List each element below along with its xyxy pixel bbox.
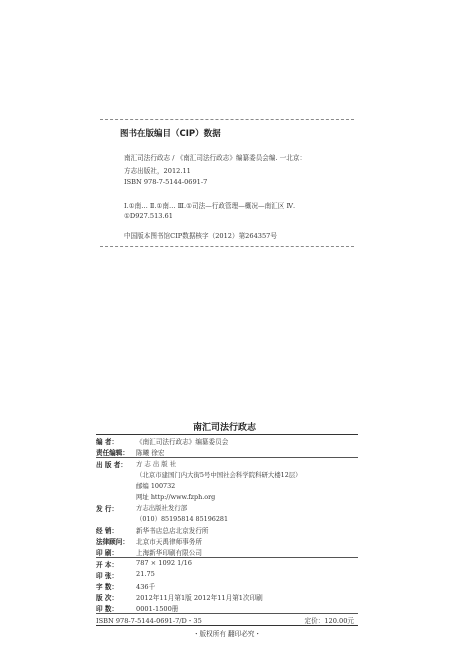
editor-value: 《南汇司法行政志》编纂委员会 [136,438,229,446]
row-legal-counsel [96,535,358,546]
format-value: 787 × 1092 1/16 [136,559,192,567]
printer-value: 上海新华印刷有限公司 [136,549,202,557]
row-sheets [96,569,358,580]
responsible-editor-label: 责任编辑： [96,449,129,457]
publisher-postcode: 邮编 100732 [136,482,176,490]
cip-line-4: Ⅰ.①南… Ⅱ.①南… Ⅲ.①司法—行政管理—概况—南汇区 Ⅳ. [124,202,296,210]
cip-line-5: ①D927.513.61 [124,212,173,220]
cip-line-1: 南汇司法行政志 / 《南汇司法行政志》编纂委员会编. 一北京： [124,154,307,162]
legal-counsel-label: 法律顾问： [96,538,129,546]
cip-line-6: 中国版本图书馆CIP数据核字（2012）第264357号 [124,232,277,240]
responsible-editor-value: 陈曦 徐宏 [136,449,165,457]
cip-line-2: 方志出版社，2012.11 [124,167,191,175]
copyright-notice: ・版权所有 翻印必究・ [192,630,262,638]
sheets-label: 印 张： [96,572,119,580]
row-edition [96,591,358,602]
word-count-value: 436千 [136,583,156,591]
row-sales [96,524,358,535]
cip-line-3: ISBN 978-7-5144-0691-7 [124,178,208,186]
publisher-website: 网址 http://www.fzph.org [136,493,216,501]
cip-heading: 图书在版编目（CIP）数据 [120,129,221,139]
print-run-label: 印 数： [96,605,119,613]
row-print-run [96,602,358,613]
row-editor [96,435,358,446]
print-run-value: 0001-1500册 [136,605,179,613]
publisher-address: （北京市建国门内大街5号中国社会科学院科研大楼12层） [136,471,302,479]
top-dashed-rule [100,119,354,120]
legal-counsel-value: 北京市天禹律师事务所 [136,538,202,546]
sales-label: 经 销： [96,527,119,535]
book-title: 南汇司法行政志 [193,423,257,433]
publisher-label: 出 版 者： [96,461,127,469]
printer-label: 印 刷： [96,549,119,557]
distribution-phone: （010）85195814 85196281 [136,515,229,523]
editor-label: 编 者： [96,438,119,446]
row-isbn-price [96,614,358,625]
format-label: 开 本： [96,561,119,569]
edition-value: 2012年11月第1版 2012年11月第1次印刷 [136,594,263,602]
sales-value: 新华书店总店北京发行所 [136,527,209,535]
publisher-name: 方 志 出 版 社 [136,460,177,468]
row-distribution [96,502,358,524]
price-value: 定价：120.00元 [304,617,354,625]
word-count-label: 字 数： [96,583,119,591]
table-bottom-rule [96,625,358,626]
row-responsible-editor [96,446,358,457]
sheets-value: 21.75 [136,570,155,578]
row-printer [96,546,358,557]
row-format [96,558,358,569]
row-word-count [96,580,358,591]
publication-info-table [96,434,358,626]
edition-label: 版 次： [96,594,119,602]
distribution-value: 方志出版社发行部 [136,504,188,512]
row-publisher [96,458,358,502]
distribution-label: 发 行： [96,505,119,513]
isbn-value: ISBN 978-7-5144-0691-7/D・35 [96,617,202,625]
bottom-dashed-rule [100,246,354,247]
